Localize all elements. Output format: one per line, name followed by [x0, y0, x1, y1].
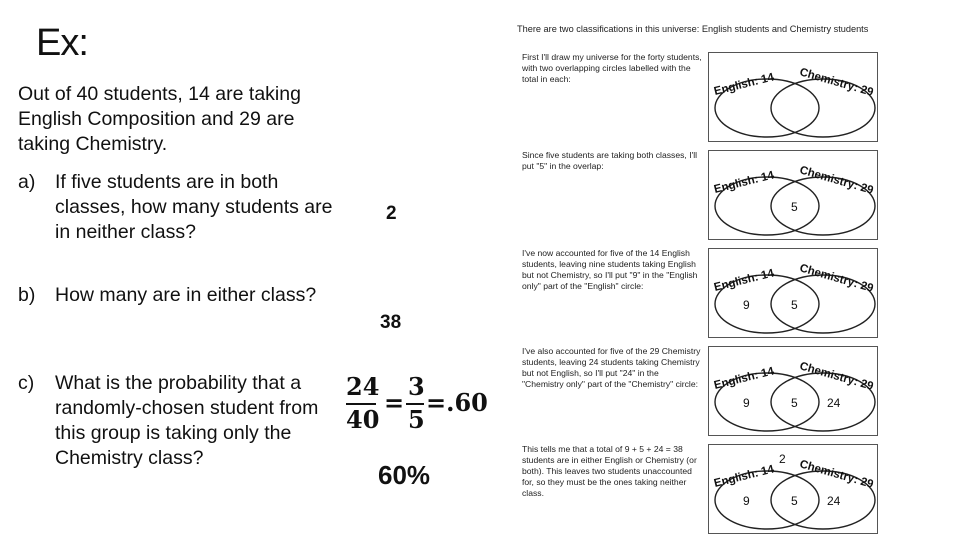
venn-step-4 [518, 346, 878, 436]
venn-diagram [709, 151, 877, 239]
fraction-denominator-2: 5 [408, 405, 425, 434]
venn-diagram-box [708, 248, 878, 338]
overlap-value: 5 [791, 298, 798, 312]
fraction-decimal: =.60 [426, 388, 488, 417]
question-a [18, 170, 338, 245]
equals-sign: = [384, 388, 405, 417]
probability-fraction [344, 372, 494, 432]
overlap-value: 5 [791, 494, 798, 508]
chemistry-only-value: 24 [827, 396, 841, 410]
venn-diagram [709, 445, 877, 533]
chemistry-label: Chemistry: 29 [798, 164, 875, 197]
question-b-text: How many are in either class? [55, 284, 317, 306]
english-label: English: 14 [712, 463, 776, 490]
fraction-numerator-2: 3 [408, 372, 425, 401]
overlap-value: 5 [791, 396, 798, 410]
step-explanation: First I'll draw my universe for the forty students, with two overlapping circles labelled with the total in each: [522, 52, 702, 84]
venn-step-5 [518, 444, 878, 534]
english-label: English: 14 [712, 267, 776, 294]
answer-b: 38 [380, 312, 402, 333]
question-b [18, 283, 338, 308]
neither-value: 2 [779, 452, 786, 466]
venn-diagram-box [708, 444, 878, 534]
chemistry-only-value: 24 [827, 494, 841, 508]
slide-title: Ex: [36, 22, 88, 64]
chemistry-label: Chemistry: 29 [798, 360, 875, 393]
question-c [18, 371, 338, 471]
venn-diagram-box [708, 346, 878, 436]
question-b-label: b) [18, 284, 36, 306]
venn-diagram [709, 347, 877, 435]
english-label: English: 14 [712, 169, 776, 196]
overlap-value: 5 [791, 200, 798, 214]
english-only-value: 9 [743, 298, 750, 312]
english-only-value: 9 [743, 396, 750, 410]
fraction-numerator-1: 24 [346, 372, 380, 401]
fraction-denominator-1: 40 [346, 405, 380, 434]
step-explanation: I've now accounted for five of the 14 English students, leaving nine students taking English but not Chemistry, so I'll put "9" in the "English only" part of the "English" circle: [522, 248, 698, 291]
english-label: English: 14 [712, 71, 776, 98]
english-label: English: 14 [712, 365, 776, 392]
answer-c: 60% [378, 460, 431, 490]
venn-diagram [709, 249, 877, 337]
step-explanation: Since five students are taking both classes, I'll put "5" in the overlap: [522, 150, 698, 171]
question-a-label: a) [18, 171, 36, 193]
step-explanation: I've also accounted for five of the 29 Chemistry students, leaving 24 students taking Chemistry but not English, so I'll put "24" in the "Chemistry only" part of the "Chemistry" circle: [522, 346, 701, 389]
chemistry-label: Chemistry: 29 [798, 262, 875, 295]
step-explanation: This tells me that a total of 9 + 5 + 24 = 38 students are in either English or Chemistry (or both). This leaves two students unaccounted for, so they must be the ones taking neither class. [522, 444, 697, 498]
chemistry-label: Chemistry: 29 [798, 66, 875, 99]
chemistry-label: Chemistry: 29 [798, 458, 875, 491]
venn-step-1 [518, 52, 878, 142]
venn-diagram-box [708, 52, 878, 142]
question-c-label: c) [18, 372, 35, 394]
universe-note: There are two classifications in this universe: English students and Chemistry students [517, 24, 869, 34]
question-c-text: What is the probability that a randomly-chosen student from this group is taking only the Chemistry class? [55, 372, 319, 469]
answer-a: 2 [386, 203, 397, 224]
venn-diagram-box [708, 150, 878, 240]
venn-step-3 [518, 248, 878, 338]
venn-step-2 [518, 150, 878, 240]
venn-diagram [709, 53, 877, 141]
english-only-value: 9 [743, 494, 750, 508]
question-a-text: If five students are in both classes, how many students are in neither class? [55, 171, 333, 243]
problem-intro: Out of 40 students, 14 are taking English Composition and 29 are taking Chemistry. [18, 83, 301, 155]
